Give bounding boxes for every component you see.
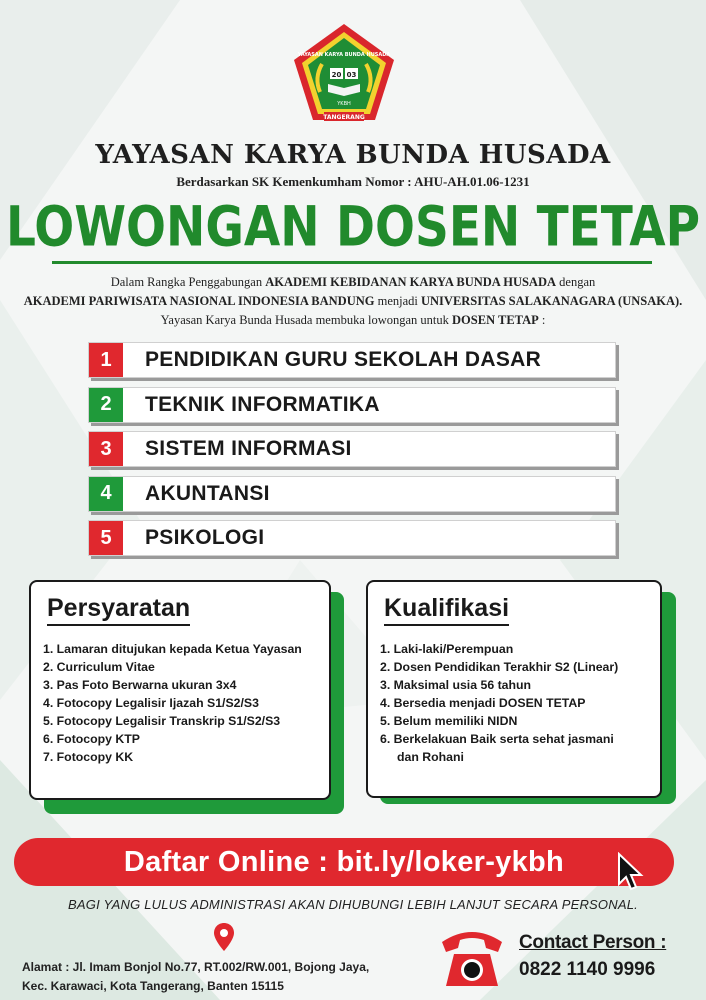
program-label: SISTEM INFORMASI xyxy=(145,437,352,460)
list-item: 1. Lamaran ditujukan kepada Ketua Yayasan xyxy=(43,642,302,656)
program-number: 4 xyxy=(89,477,123,511)
persyaratan-list xyxy=(43,640,329,766)
location-pin-icon xyxy=(213,922,235,952)
program-label: PSIKOLOGI xyxy=(145,526,265,549)
program-number: 5 xyxy=(89,521,123,555)
program-item xyxy=(88,431,616,467)
program-label: AKUNTANSI xyxy=(145,481,270,505)
list-item: 6. Berkelakuan Baik serta sehat jasmani xyxy=(380,732,614,746)
org-name: YAYASAN KARYA BUNDA HUSADA xyxy=(95,140,611,170)
contact-person-label: Contact Person : xyxy=(519,932,667,953)
program-item xyxy=(88,520,616,556)
list-item: 1. Laki-laki/Perempuan xyxy=(380,642,514,656)
list-item: 4. Bersedia menjadi DOSEN TETAP xyxy=(380,696,586,710)
list-item: 2. Dosen Pendidikan Terakhir S2 (Linear) xyxy=(380,660,619,674)
logo-year-right: 03 xyxy=(346,71,357,79)
program-item xyxy=(88,342,616,378)
notice-text: BAGI YANG LULUS ADMINISTRASI AKAN DIHUBUNGI LEBIH LANJUT SECARA PERSONAL. xyxy=(68,897,638,912)
list-item: 7. Fotocopy KK xyxy=(43,750,134,764)
ykbh-logo xyxy=(290,20,398,128)
kualifikasi-card xyxy=(366,580,662,798)
logo-year-left: 20 xyxy=(331,71,342,79)
sk-line: Berdasarkan SK Kemenkumham Nomor : AHU-AH.01.06-1231 xyxy=(176,174,530,189)
list-item: 4. Fotocopy Legalisir Ijazah S1/S2/S3 xyxy=(43,696,259,710)
list-item: 3. Maksimal usia 56 tahun xyxy=(380,678,532,692)
page-title: LOWONGAN DOSEN TETAP xyxy=(5,195,701,260)
address xyxy=(22,958,432,996)
logo-letters: YKBH xyxy=(337,101,351,107)
mouse-cursor-icon xyxy=(616,852,644,892)
program-number: 1 xyxy=(89,343,123,377)
logo-city: TANGERANG xyxy=(323,114,365,121)
intro-text: Dalam Rangka Penggabungan AKADEMI KEBIDANAN KARYA BUNDA HUSADA dengan AKADEMI PARIWISATA NASIONAL INDONESIA BANDUNG menjadi UNIVERSITAS SALAKANAGARA (UNSAKA). Yayasan Karya Bunda Husada membuka lowongan untuk DOSEN TETAP : xyxy=(23,275,683,327)
list-item: 5. Belum memiliki NIDN xyxy=(380,714,518,728)
daftar-online-button[interactable]: Daftar Online : bit.ly/loker-ykbh xyxy=(14,838,674,886)
contact-phone-number[interactable]: 0822 1140 9996 xyxy=(519,959,656,980)
program-list xyxy=(88,342,616,565)
persyaratan-heading: Persyaratan xyxy=(47,594,190,626)
program-item xyxy=(88,476,616,512)
address-line: Alamat : Jl. Imam Bonjol No.77, RT.002/RW.001, Bojong Jaya, xyxy=(22,960,370,974)
program-number: 2 xyxy=(89,388,123,422)
list-item: 6. Fotocopy KTP xyxy=(43,732,141,746)
list-item: dan Rohani xyxy=(397,750,464,764)
list-item: 3. Pas Foto Berwarna ukuran 3x4 xyxy=(43,678,237,692)
program-item xyxy=(88,387,616,423)
phone-icon xyxy=(438,920,506,990)
kualifikasi-list xyxy=(380,640,660,766)
title-underline xyxy=(52,261,652,264)
logo-arc-text: YAYASAN KARYA BUNDA HUSADA xyxy=(297,52,391,58)
list-item: 5. Fotocopy Legalisir Transkrip S1/S2/S3 xyxy=(43,714,281,728)
list-item: 2. Curriculum Vitae xyxy=(43,660,155,674)
program-label: TEKNIK INFORMATIKA xyxy=(145,392,380,416)
kualifikasi-heading: Kualifikasi xyxy=(384,594,509,626)
persyaratan-card xyxy=(29,580,331,800)
program-number: 3 xyxy=(89,432,123,466)
address-line: Kec. Karawaci, Kota Tangerang, Banten 15115 xyxy=(22,979,284,993)
program-label: PENDIDIKAN GURU SEKOLAH DASAR xyxy=(145,348,542,371)
